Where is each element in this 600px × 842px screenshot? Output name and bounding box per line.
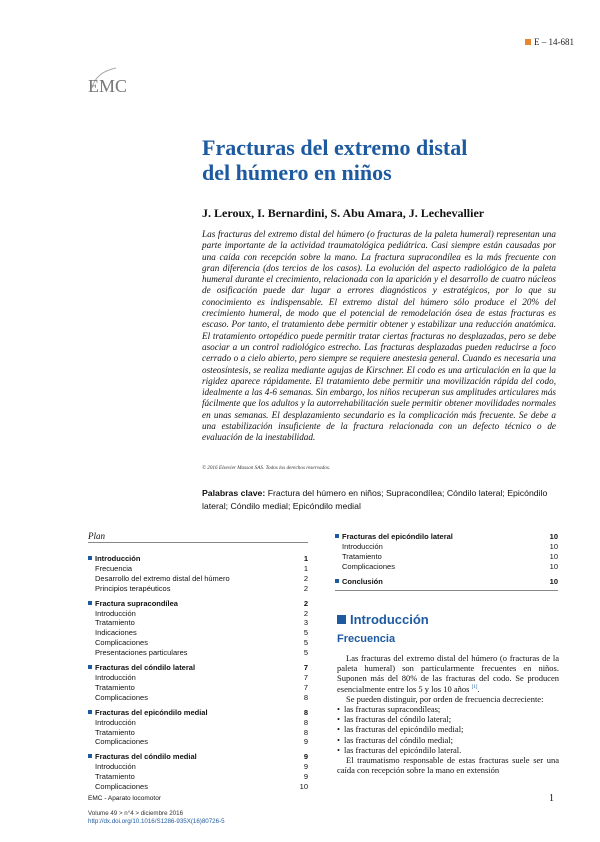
toc-section-entry[interactable] [88, 554, 308, 564]
toc-entry-label: Introducción [95, 608, 136, 618]
list-item: • las fracturas supracondíleas; [337, 704, 559, 714]
citation-link[interactable]: [1] [471, 685, 478, 691]
toc-entry-page: 10 [549, 561, 558, 571]
toc-entry-label: Fracturas del cóndilo medial [88, 752, 197, 762]
toc-entry-label: Tratamiento [95, 618, 135, 628]
list-item: • las fracturas del epicóndilo medial; [337, 724, 559, 734]
footer [88, 795, 225, 826]
toc-entry-page: 8 [303, 727, 308, 737]
body-text [337, 653, 559, 775]
toc-entry-page: 9 [303, 752, 308, 762]
article-reference-text: E – 14-681 [534, 37, 574, 47]
toc-entry-label: Fracturas del cóndilo lateral [88, 663, 195, 673]
toc-entry-page: 1 [303, 554, 308, 563]
paragraph-2: Se pueden distinguir, por orden de frecuencia decreciente: [346, 694, 544, 705]
keywords-text: Fractura del húmero en niños; Supracondílea; Cóndilo lateral; Epicóndilo lateral; Cóndilo medial; Epicóndilo medial [202, 488, 548, 511]
toc-subsection-entry[interactable] [88, 648, 308, 658]
toc-entry-label: Introducción [95, 672, 136, 682]
toc-subsection-entry[interactable] [335, 552, 558, 562]
logo-text: EMC [88, 76, 128, 96]
paragraph-1-text: Las fracturas del extremo distal del húmero (o fracturas de la paleta humeral) son particularmente frecuentes en niños. Suponen más del 80% de las fracturas del codo. Se producen esencialmente entre los 5 y los 10 años [337, 653, 559, 695]
toc-entry-label: Fracturas del epicóndilo lateral [335, 532, 453, 542]
toc-left-column [88, 554, 308, 792]
volume-info: Volume 49 > n°4 > diciembre 2016 [88, 810, 184, 817]
toc-entry-page: 10 [299, 782, 308, 792]
toc-section-entry[interactable] [88, 708, 308, 718]
paragraph-1-end: . [477, 684, 480, 695]
toc-entry-label: Tratamiento [95, 772, 135, 782]
toc-subsection-entry[interactable] [88, 693, 308, 703]
toc-subsection-entry[interactable] [88, 737, 308, 747]
toc-entry-page: 10 [549, 551, 558, 561]
section-heading [337, 612, 429, 627]
page-number: 1 [549, 793, 554, 804]
toc-entry-page: 10 [549, 576, 558, 586]
toc-entry-label: Introducción [95, 762, 136, 772]
keywords [202, 487, 562, 512]
list-item: • las fracturas del epicóndilo lateral. [337, 745, 559, 755]
toc-subsection-entry[interactable] [88, 564, 308, 574]
toc-entry-page: 8 [303, 692, 308, 702]
toc-divider [335, 590, 558, 591]
list-item: • las fracturas del cóndilo lateral; [337, 714, 559, 724]
title-line-1: Fracturas del extremo distal [202, 135, 468, 160]
toc-entry-page: 3 [303, 618, 308, 628]
toc-subsection-entry[interactable] [88, 683, 308, 693]
article-title [202, 135, 532, 185]
toc-subsection-entry[interactable] [88, 728, 308, 738]
toc-entry-page: 10 [549, 541, 558, 551]
emc-logo [86, 58, 136, 102]
authors: J. Leroux, I. Bernardini, S. Abu Amara, J. Lechevallier [202, 206, 485, 220]
toc-entry-label: Complicaciones [95, 692, 148, 702]
toc-section-entry[interactable] [335, 532, 558, 542]
subsection-heading: Frecuencia [337, 633, 396, 645]
plan-divider [88, 542, 308, 543]
toc-entry-label: Fractura supracondílea [88, 599, 178, 609]
toc-entry-label: Frecuencia [95, 563, 133, 573]
toc-section-entry[interactable] [88, 663, 308, 673]
toc-entry-page: 2 [303, 598, 308, 608]
toc-subsection-entry[interactable] [88, 762, 308, 772]
abstract: Las fracturas del extremo distal del húmero (o fracturas de la paleta humeral) representan una parte importante de la actividad traumatológica pediátrica. Casi siempre están causadas por una caída con recepción sobre la mano. La fractura supracondílea es la más frecuente con gran diferencia (dos tercios de los casos). La evolución del aspecto radiológico de la paleta humeral durante el crecimiento, relacionada con la aparición y el desarrollo de cuatro núcleos de osificación puede dar lugar a errores diagnósticos y estratégicos, por lo que su conocimiento es indispensable. El extremo distal del húmero sólo produce el 20% del crecimiento humeral, de modo que el potencial de remodelación ósea de estas fracturas es escaso. Por tanto, el tratamiento debe permitir obtener y estabilizar una reducción anatómica. El tratamiento ortopédico puede permitir tratar ciertas fracturas no desplazadas, pero se debe asociar a un control radiológico estrecho. Las fracturas desplazadas pueden reducirse a foco cerrado o a cielo abierto, pero siempre se requiere anestesia general. Cuando es necesaria una osteosíntesis, se realiza mediante agujas de Kirschner. El codo es una articulación en la que la rigidez aparece rápidamente. El tratamiento debe permitir una movilización rápida del codo, idealmente a las 4-6 semanas. Sin embargo, los niños recuperan sus amplitudes articulares más fácilmente que los adultos y la autorrehabilitación suele permitir obtener movilidades normales en unas semanas. El desplazamiento secundario es la complicación más frecuente. Se debe a una estabilización insuficiente de la fractura relacionada con un defecto técnico o de evaluación de la inestabilidad. [202, 229, 556, 443]
toc-section-entry[interactable] [335, 577, 558, 587]
toc-subsection-entry[interactable] [335, 562, 558, 572]
toc-entry-page: 5 [303, 628, 308, 638]
toc-section-entry[interactable] [88, 752, 308, 762]
toc-entry-label: Presentaciones particulares [95, 648, 188, 658]
toc-entry-label: Complicaciones [342, 561, 395, 571]
toc-entry-page: 7 [303, 682, 308, 692]
toc-entry-label: Introducción [95, 717, 136, 727]
toc-entry-label: Tratamiento [95, 727, 135, 737]
toc-entry-label: Tratamiento [342, 551, 382, 561]
fracture-list [337, 704, 559, 754]
toc-entry-label: Introducción [88, 554, 140, 564]
toc-subsection-entry[interactable] [88, 638, 308, 648]
toc-entry-page: 9 [303, 762, 308, 772]
paragraph-3: El traumatismo responsable de estas fracturas suele ser una caída con recepción sobre la mano en extensión [337, 754, 559, 775]
toc-entry-label: Indicaciones [95, 628, 137, 638]
article-reference [525, 37, 574, 47]
toc-entry-label: Complicaciones [95, 782, 148, 792]
toc-subsection-entry[interactable] [88, 628, 308, 638]
toc-section-entry[interactable] [88, 599, 308, 609]
toc-entry-page: 1 [303, 563, 308, 573]
toc-entry-label: Complicaciones [95, 737, 148, 747]
keywords-label: Palabras clave: [202, 488, 266, 498]
orange-square-icon [525, 39, 531, 45]
toc-entry-page: 8 [303, 717, 308, 727]
toc-entry-page: 9 [303, 737, 308, 747]
toc-entry-label: Fracturas del epicóndilo medial [88, 708, 208, 718]
plan-title: Plan [88, 531, 105, 541]
toc-entry-label: Complicaciones [95, 638, 148, 648]
copyright: © 2016 Elsevier Masson SAS. Todos los derechos reservados. [202, 465, 331, 471]
section-title-text: Introducción [350, 612, 429, 627]
toc-entry-page: 8 [303, 707, 308, 717]
paragraph-1 [337, 653, 559, 694]
toc-subsection-entry[interactable] [88, 718, 308, 728]
toc-entry-label: Conclusión [335, 577, 383, 587]
journal-name: EMC - Aparato locomotor [88, 795, 161, 802]
doi-link[interactable]: http://dx.doi.org/10.1016/S1286-935X(16)80726-5 [88, 818, 225, 825]
section-square-icon [337, 615, 346, 624]
toc-entry-page: 9 [303, 772, 308, 782]
toc-subsection-entry[interactable] [88, 618, 308, 628]
toc-entry-page: 7 [303, 672, 308, 682]
toc-entry-page: 5 [303, 638, 308, 648]
toc-entry-label: Tratamiento [95, 682, 135, 692]
list-item: • las fracturas del cóndilo medial; [337, 735, 559, 745]
toc-entry-page: 7 [303, 663, 308, 673]
toc-subsection-entry[interactable] [335, 542, 558, 552]
toc-entry-page: 10 [549, 532, 558, 541]
toc-entry-page: 2 [303, 583, 308, 593]
toc-right-column [335, 532, 558, 587]
toc-subsection-entry[interactable] [88, 673, 308, 683]
toc-entry-page: 5 [303, 648, 308, 658]
toc-entry-label: Principios terapéuticos [95, 583, 171, 593]
toc-subsection-entry[interactable] [88, 574, 308, 584]
toc-subsection-entry[interactable] [88, 584, 308, 594]
toc-entry-label: Desarrollo del extremo distal del húmero [95, 573, 230, 583]
toc-entry-label: Introducción [342, 541, 383, 551]
toc-entry-page: 2 [303, 573, 308, 583]
title-line-2: del húmero en niños [202, 160, 392, 185]
toc-entry-page: 2 [303, 608, 308, 618]
toc-subsection-entry[interactable] [88, 609, 308, 619]
toc-subsection-entry[interactable] [88, 772, 308, 782]
toc-subsection-entry[interactable] [88, 782, 308, 792]
